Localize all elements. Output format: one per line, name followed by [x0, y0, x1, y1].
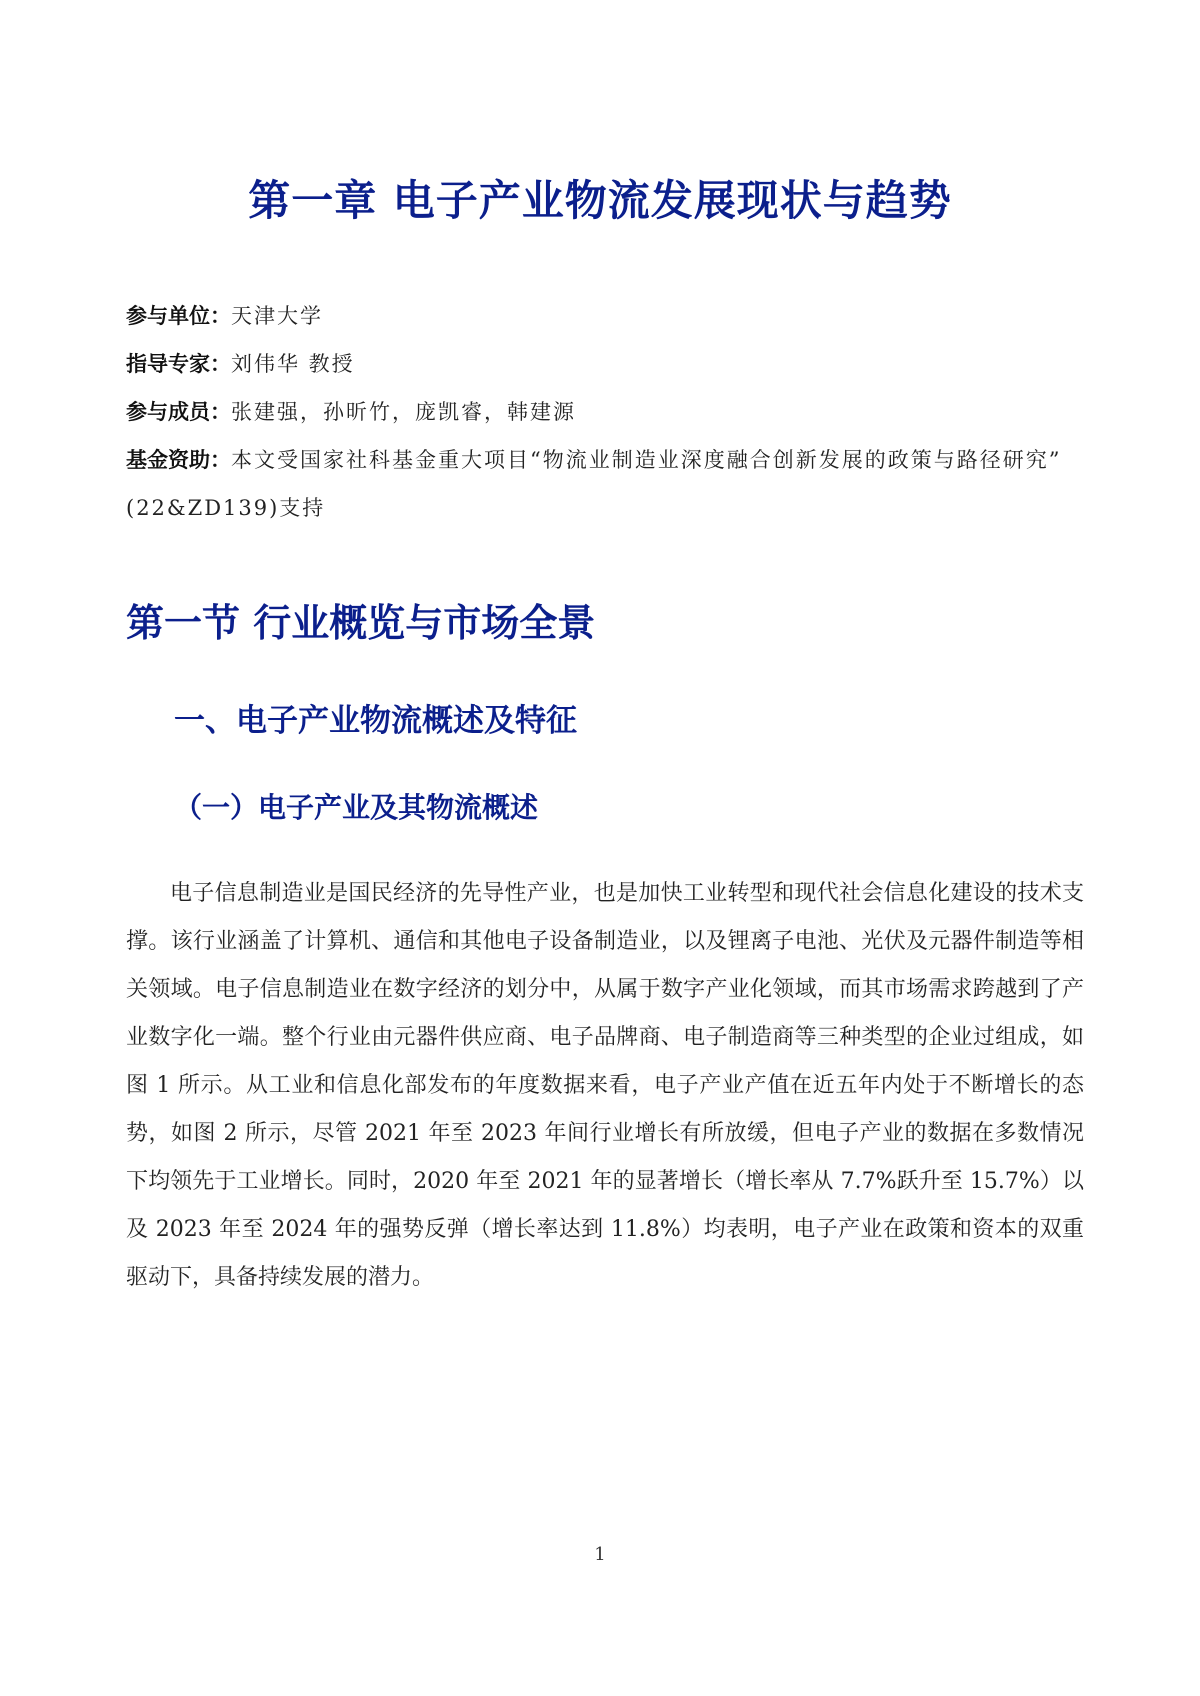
- subsubsection-title: （一）电子产业及其物流概述: [174, 791, 539, 824]
- body-paragraph: 电子信息制造业是国民经济的先导性产业，也是加快工业转型和现代社会信息化建设的技术支撑。该行业涵盖了计算机、通信和其他电子设备制造业，以及锂离子电池、光伏及元器件制造等相关领域。电子信息制造业在数字经济的划分中，从属于数字产业化领域，而其市场需求跨越到了产业数字化一端。整个行业由元器件供应商、电子品牌商、电子制造商等三种类型的企业过组成，如图 1 所示。从工业和信息化部发布的年度数据来看，电子产业产值在近五年内处于不断增长的态势，如图 2 所示，尽管 2021 年至 2023 年间行业增长有所放缓，但电子产业的数据在多数情况下均领先于工业增长。同时，2020 年至 2021 年的显著增长（增长率从 7.7%跃升至 15.7%）以及 2023 年至 2024 年的强势反弹（增长率达到 11.8%）均表明，电子产业在政策和资本的双重驱动下，具备持续发展的潜力。: [126, 881, 1084, 1290]
- meta-fund-label: 基金资助：: [126, 448, 231, 472]
- meta-members-value: 张建强，孙昕竹，庞凯睿，韩建源: [231, 400, 576, 424]
- meta-members-label: 参与成员：: [126, 400, 231, 424]
- meta-unit-value: 天津大学: [231, 304, 323, 328]
- meta-advisor-value: 刘伟华 教授: [231, 352, 355, 376]
- section-title: 第一节 行业概览与市场全景: [126, 601, 596, 645]
- meta-members-row: [126, 388, 1086, 436]
- meta-advisor-row: [126, 340, 1086, 388]
- meta-unit-row: [126, 292, 1086, 340]
- meta-fund-row: [126, 436, 1086, 532]
- metadata-block: [126, 292, 1086, 532]
- meta-advisor-label: 指导专家：: [126, 352, 231, 376]
- page-number: 1: [594, 1544, 606, 1565]
- meta-unit-label: 参与单位：: [126, 304, 231, 328]
- chapter-title: 第一章 电子产业物流发展现状与趋势: [248, 176, 952, 225]
- meta-fund-value: 本文受国家社科基金重大项目“物流业制造业深度融合创新发展的政策与路径研究” (22&ZD139)支持: [126, 448, 1062, 520]
- subsection-title: 一、电子产业物流概述及特征: [174, 703, 577, 739]
